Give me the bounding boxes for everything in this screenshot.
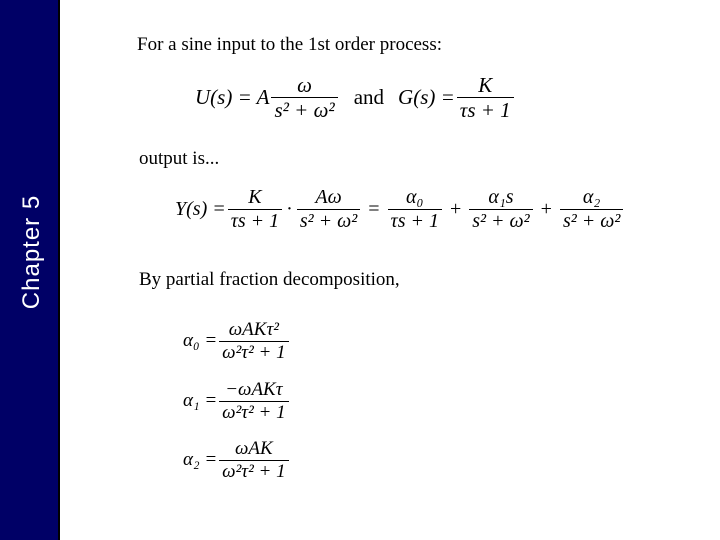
u-denominator: s² + ω² — [271, 97, 337, 121]
y-term5-den: s² + ω² — [560, 209, 623, 232]
y-lhs: Y(s) = — [175, 198, 226, 220]
alpha0-lhs: α₀ = — [183, 330, 218, 352]
alpha0-num: ωAKτ² — [228, 319, 279, 340]
y-term3-num: α₀ — [406, 186, 424, 208]
y-term1-num: K — [248, 186, 262, 208]
intro-text: For a sine input to the 1st order process: — [137, 34, 443, 55]
plus-operator-2: + — [540, 198, 552, 220]
g-numerator: K — [478, 73, 493, 97]
alpha0-fraction — [219, 320, 288, 363]
y-term3 — [388, 187, 442, 232]
g-denominator: τs + 1 — [457, 97, 514, 121]
coefficient-alpha0 — [183, 320, 291, 363]
y-term4-den: s² + ω² — [469, 209, 532, 232]
coefficient-alpha2 — [183, 439, 291, 482]
u-numerator: ω — [297, 73, 312, 97]
alpha0-den: ω²τ² + 1 — [219, 341, 288, 363]
u-lhs: U(s) = A — [195, 85, 270, 110]
alpha1-num: −ωAKτ — [225, 379, 283, 400]
y-term1-den: τs + 1 — [228, 209, 282, 232]
coefficient-alpha1 — [183, 380, 291, 423]
u-fraction — [271, 74, 337, 121]
chapter-label: Chapter 5 — [18, 194, 45, 310]
output-equation — [175, 187, 625, 232]
g-fraction — [457, 74, 514, 121]
equals-operator: = — [368, 198, 380, 220]
y-term4 — [469, 187, 532, 232]
y-term4-num: α₁s — [488, 186, 514, 208]
plus-operator-1: + — [449, 198, 462, 220]
partial-fraction-text: By partial fraction decomposition, — [139, 269, 400, 290]
alpha2-num: ωAK — [235, 438, 273, 459]
y-term5 — [560, 187, 623, 232]
output-text: output is... — [139, 148, 220, 169]
input-equation — [195, 74, 516, 121]
alpha1-den: ω²τ² + 1 — [219, 401, 288, 423]
chapter-sidebar — [0, 0, 60, 540]
dot-operator: · — [286, 198, 293, 220]
and-word: and — [353, 85, 385, 110]
y-term2-num: Aω — [315, 186, 342, 208]
y-term2 — [297, 187, 360, 232]
y-term3-den: τs + 1 — [388, 209, 442, 232]
y-term2-den: s² + ω² — [297, 209, 360, 232]
alpha1-lhs: α₁ = — [183, 390, 218, 412]
y-term5-num: α₂ — [582, 186, 601, 208]
alpha2-lhs: α₂ = — [183, 449, 218, 471]
alpha2-den: ω²τ² + 1 — [219, 460, 288, 482]
g-lhs: G(s) = — [398, 85, 455, 110]
y-term1 — [228, 187, 282, 232]
alpha1-fraction — [219, 380, 288, 423]
alpha2-fraction — [219, 439, 288, 482]
